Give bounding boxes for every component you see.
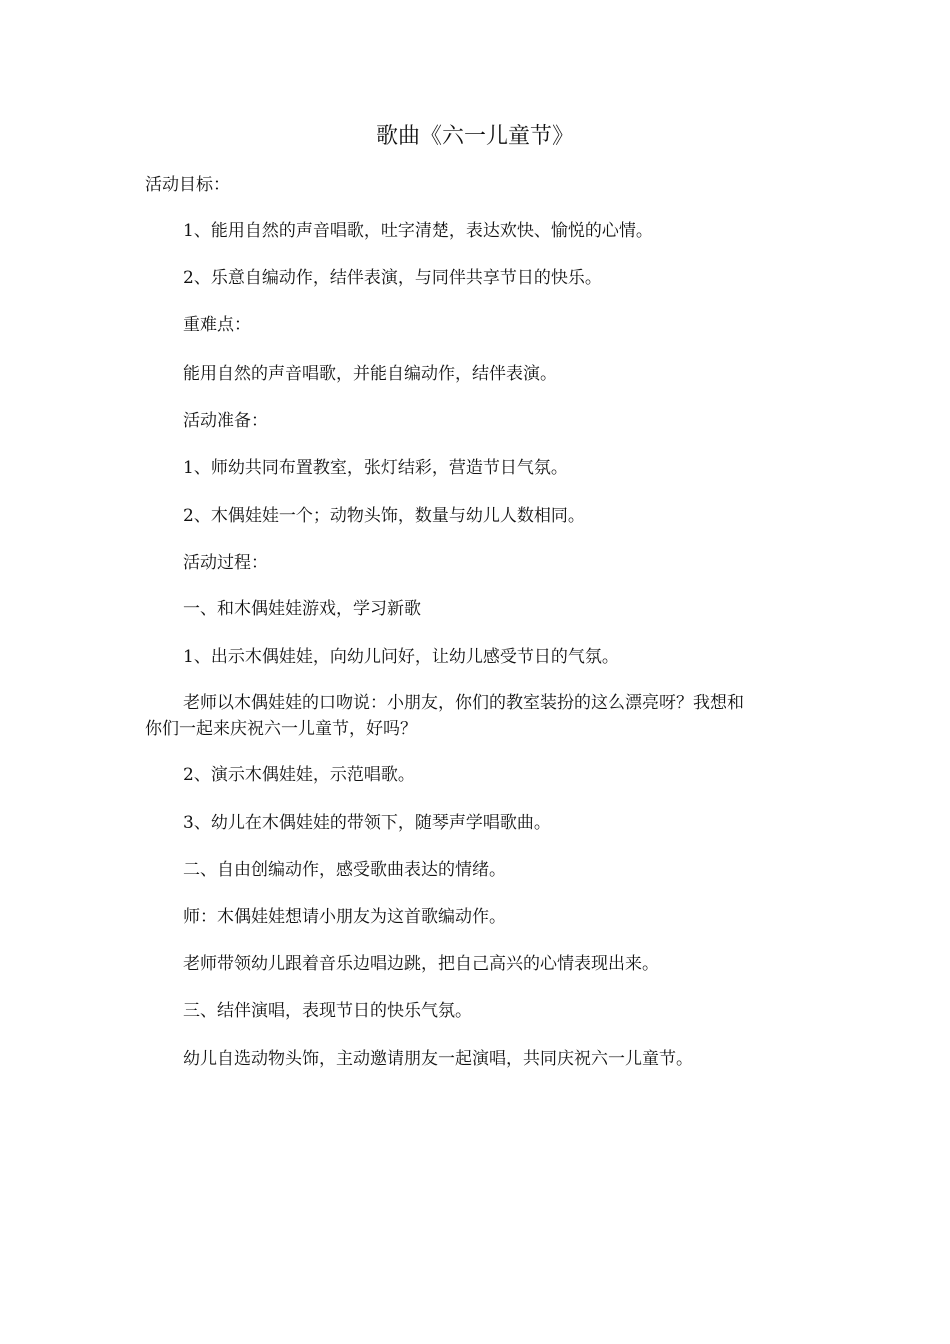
goal-item-1: 1、能用自然的声音唱歌，吐字清楚，表达欢快、愉悦的心情。 — [183, 221, 653, 241]
heading-goal: 活动目标： — [145, 175, 230, 195]
section-2-heading: 二、自由创编动作，感受歌曲表达的情绪。 — [183, 860, 506, 880]
step-1-2: 2、演示木偶娃娃，示范唱歌。 — [183, 765, 415, 785]
teacher-speech-line-2: 你们一起来庆祝六一儿童节，好吗？ — [145, 719, 417, 739]
heading-preparation: 活动准备： — [183, 411, 268, 431]
heading-process: 活动过程： — [183, 553, 268, 573]
teacher-speech-line-1: 老师以木偶娃娃的口吻说：小朋友，你们的教室装扮的这么漂亮呀？我想和 — [183, 693, 744, 713]
goal-item-2: 2、乐意自编动作，结伴表演，与同伴共享节日的快乐。 — [183, 268, 602, 288]
closing-paragraph: 幼儿自选动物头饰，主动邀请朋友一起演唱，共同庆祝六一儿童节。 — [183, 1049, 693, 1069]
key-points-text: 能用自然的声音唱歌，并能自编动作，结伴表演。 — [183, 364, 557, 384]
document-title: 歌曲《六一儿童节》 — [375, 124, 574, 149]
step-1-3: 3、幼儿在木偶娃娃的带领下，随琴声学唱歌曲。 — [183, 813, 551, 833]
teacher-speech-paragraph — [145, 690, 825, 742]
section-1-heading: 一、和木偶娃娃游戏，学习新歌 — [183, 599, 421, 619]
heading-key-points: 重难点： — [183, 315, 251, 335]
prep-item-2: 2、木偶娃娃一个；动物头饰，数量与幼儿人数相同。 — [183, 506, 585, 526]
teacher-line: 师：木偶娃娃想请小朋友为这首歌编动作。 — [183, 907, 506, 927]
teacher-lead: 老师带领幼儿跟着音乐边唱边跳，把自己高兴的心情表现出来。 — [183, 954, 659, 974]
prep-item-1: 1、师幼共同布置教室，张灯结彩，营造节日气氛。 — [183, 458, 568, 478]
section-3-heading: 三、结伴演唱，表现节日的快乐气氛。 — [183, 1001, 472, 1021]
step-1-1: 1、出示木偶娃娃，向幼儿问好，让幼儿感受节日的气氛。 — [183, 647, 619, 667]
